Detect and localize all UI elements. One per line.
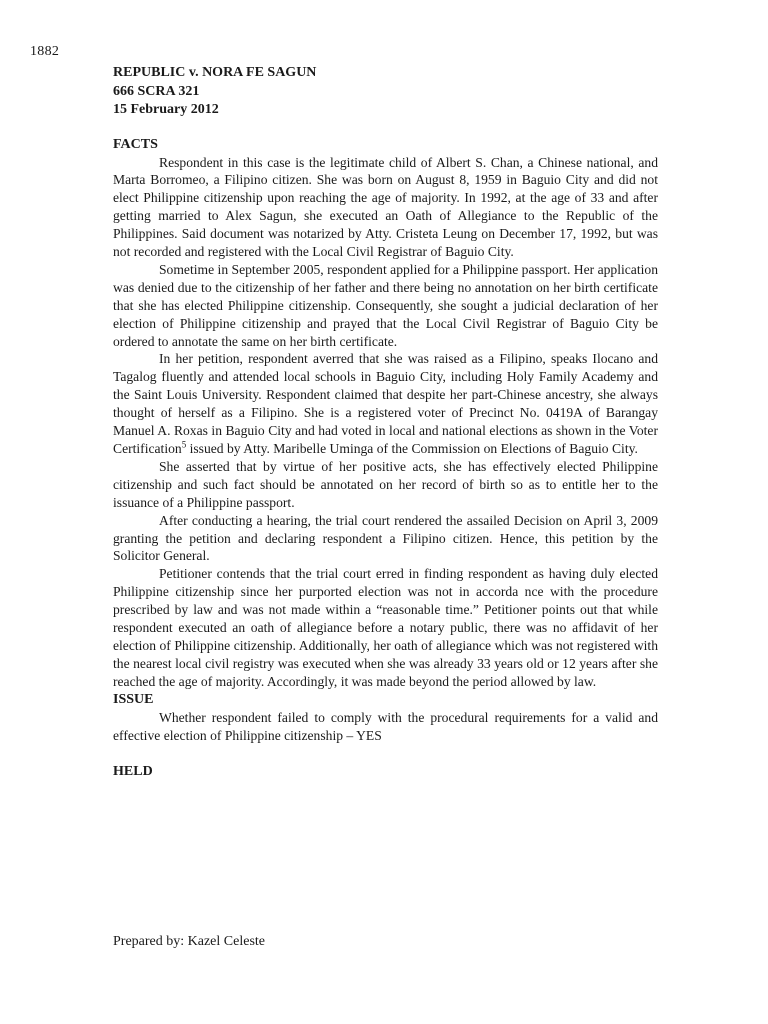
- facts-paragraph: Petitioner contends that the trial court erred in finding respondent as having duly elected Philippine citizenship since her purported election was not in accorda nce with the procedure prescribed by law and was not made within a “reasonable time.” Petitioner points out that while respondent executed an oath of allegiance before a notary public, there was no affidavit of her election of Philippine citizenship. Additionally, her oath of allegiance which was not registered with the nearest local civil registry was executed when she was already 33 years old or 12 years after she reached the age of majority. Accordingly, it was made beyond the period allowed by law.: [113, 566, 658, 689]
- facts-paragraph-text: issued by Atty. Maribelle Uminga of the Commission on Elections of Baguio City.: [186, 441, 638, 456]
- case-date: 15 February 2012: [113, 102, 219, 117]
- issue-paragraph: Whether respondent failed to comply with the procedural requirements for a valid and effective election of Philippine citizenship – YES: [113, 709, 658, 743]
- facts-heading: FACTS: [113, 136, 158, 152]
- prepared-by: Prepared by: Kazel Celeste: [113, 934, 265, 949]
- page-number: 1882: [30, 44, 60, 59]
- case-citation: 666 SCRA 321: [113, 83, 200, 99]
- facts-paragraph: Respondent in this case is the legitimate child of Albert S. Chan, a Chinese national, and Marta Borromeo, a Filipino citizen. She was born on August 8, 1959 in Baguio City and did not elect Philippine citizenship upon reaching the age of majority. In 1992, at the age of 33 and after getting married to Alex Sagun, she executed an Oath of Allegiance to the Republic of the Philippines. Said document was notarized by Atty. Cristeta Leung on December 17, 1992, but was not recorded and registered with the Local Civil Registrar of Baguio City.: [113, 154, 658, 260]
- facts-paragraph: Sometime in September 2005, respondent applied for a Philippine passport. Her application was denied due to the citizenship of her father and there being no annotation on her birth certificate that she has elected Philippine citizenship. Consequently, she sought a judicial declaration of her election of Philippine citizenship and prayed that the Local Civil Registrar of Baguio City be ordered to annotate the same on her birth certificate.: [113, 261, 658, 349]
- issue-heading: ISSUE: [113, 691, 154, 707]
- facts-paragraph: After conducting a hearing, the trial court rendered the assailed Decision on April 3, 2009 granting the petition and declaring respondent a Filipino citizen. Hence, this petition by the Solicitor General.: [113, 512, 658, 564]
- facts-paragraph-text: In her petition, respondent averred that she was raised as a Filipino, speaks Ilocano and Tagalog fluently and attended local schools in Baguio City, including Holy Family Academy and the Saint Louis University. Respondent claimed that despite her part-Chinese ancestry, she always thought of herself as a Filipino. She is a registered voter of Precinct No. 0419A of Barangay Manuel A. Roxas in Baguio City and had voted in local and national elections as shown in the Voter Certification: [113, 351, 658, 456]
- footnote-marker: 5: [181, 439, 187, 450]
- case-title: REPUBLIC v. NORA FE SAGUN: [113, 65, 317, 80]
- facts-paragraph: She asserted that by virtue of her positive acts, she has effectively elected Philippine citizenship and such fact should be annotated on her record of birth so as to entitle her to the issuance of a Philippine passport.: [113, 458, 658, 510]
- case-header: [113, 64, 658, 120]
- facts-paragraph: [113, 350, 658, 457]
- held-heading: HELD: [113, 763, 153, 779]
- case-digest: [113, 64, 658, 781]
